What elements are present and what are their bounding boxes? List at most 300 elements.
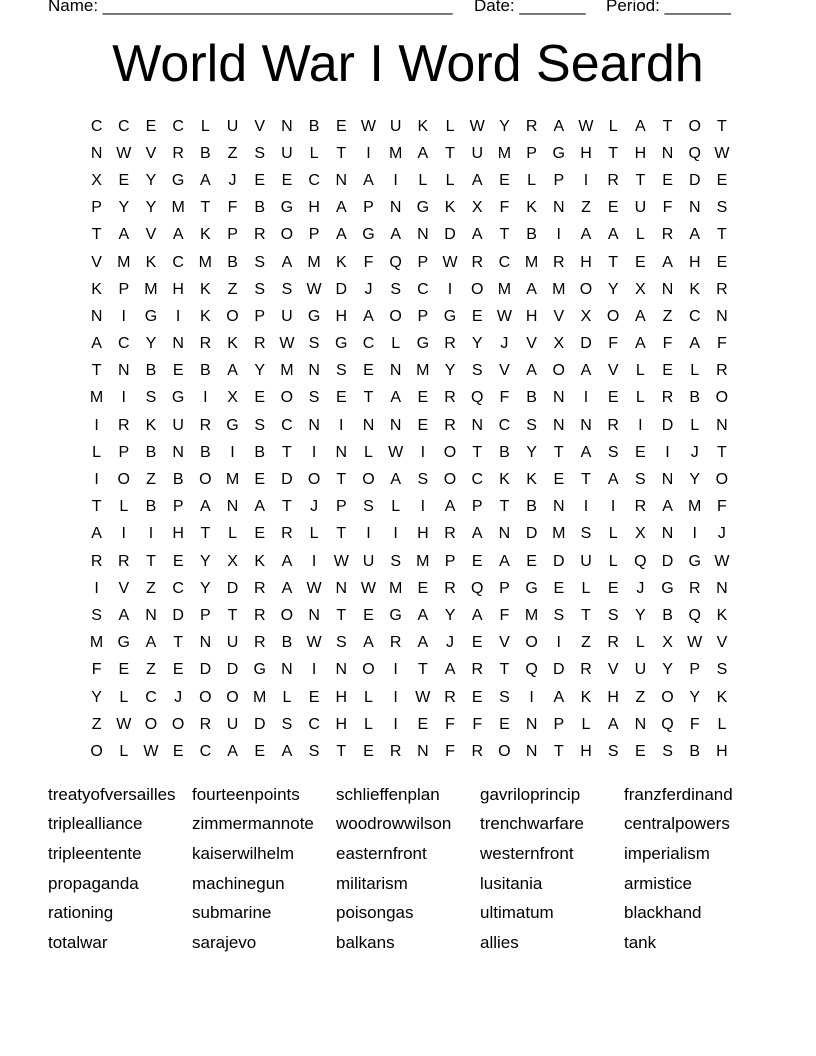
grid-letter[interactable]: R — [471, 253, 483, 271]
grid-letter[interactable]: I — [447, 280, 453, 298]
grid-letter[interactable]: A — [471, 606, 483, 624]
grid-letter[interactable]: E — [417, 579, 429, 597]
grid-letter[interactable]: S — [580, 525, 592, 543]
grid-letter[interactable]: N — [226, 498, 239, 516]
grid-letter[interactable]: I — [121, 525, 126, 543]
grid-letter[interactable]: A — [118, 226, 130, 244]
grid-letter[interactable]: E — [254, 525, 266, 543]
grid-letter[interactable]: X — [553, 335, 565, 353]
grid-letter[interactable]: L — [391, 335, 401, 353]
grid-letter[interactable]: L — [690, 416, 700, 434]
grid-letter[interactable]: M — [280, 362, 294, 380]
grid-letter[interactable]: N — [172, 335, 184, 353]
grid-letter[interactable]: G — [144, 307, 158, 325]
grid-letter[interactable]: L — [282, 688, 292, 706]
grid-letter[interactable]: V — [607, 661, 619, 679]
grid-letter[interactable]: L — [608, 117, 618, 135]
grid-letter[interactable]: T — [608, 144, 619, 162]
grid-letter[interactable]: P — [499, 579, 510, 597]
grid-letter[interactable]: Z — [662, 307, 673, 325]
grid-letter[interactable]: D — [661, 552, 674, 570]
grid-letter[interactable]: L — [635, 226, 645, 244]
grid-letter[interactable]: X — [662, 634, 673, 652]
grid-letter[interactable]: H — [417, 525, 429, 543]
grid-letter[interactable]: K — [580, 688, 592, 706]
grid-letter[interactable]: O — [552, 362, 565, 380]
date-field[interactable]: Date: _______ — [474, 0, 586, 15]
grid-letter[interactable]: O — [688, 117, 701, 135]
grid-letter[interactable]: V — [607, 362, 619, 380]
grid-letter[interactable]: D — [253, 715, 266, 733]
grid-letter[interactable]: Y — [200, 579, 211, 597]
grid-letter[interactable]: N — [661, 144, 674, 162]
grid-letter[interactable]: P — [118, 443, 130, 461]
grid-letter[interactable]: R — [634, 498, 647, 516]
grid-letter[interactable]: M — [307, 253, 321, 271]
grid-letter[interactable]: I — [393, 688, 398, 706]
grid-letter[interactable]: U — [634, 199, 647, 217]
grid-letter[interactable]: N — [281, 117, 293, 135]
grid-letter[interactable]: E — [526, 552, 537, 570]
grid-letter[interactable]: K — [526, 199, 537, 217]
grid-letter[interactable]: V — [716, 634, 728, 652]
grid-letter[interactable]: M — [253, 688, 267, 706]
grid-letter[interactable]: F — [445, 742, 455, 760]
grid-letter[interactable]: I — [121, 389, 126, 407]
grid-letter[interactable]: A — [254, 498, 266, 516]
grid-letter[interactable]: C — [172, 253, 184, 271]
grid-letter[interactable]: F — [472, 715, 483, 733]
grid-letter[interactable]: C — [281, 416, 293, 434]
grid-letter[interactable]: D — [172, 606, 184, 624]
grid-letter[interactable]: L — [581, 579, 591, 597]
grid-letter[interactable]: O — [362, 661, 375, 679]
grid-letter[interactable]: I — [610, 498, 616, 516]
grid-letter[interactable]: I — [393, 661, 398, 679]
grid-letter[interactable]: B — [689, 742, 701, 760]
grid-letter[interactable]: I — [203, 389, 208, 407]
grid-letter[interactable]: R — [661, 226, 674, 244]
grid-letter[interactable]: E — [662, 171, 673, 189]
grid-letter[interactable]: P — [200, 606, 211, 624]
grid-letter[interactable]: O — [715, 389, 729, 407]
grid-letter[interactable]: T — [499, 498, 510, 516]
grid-letter[interactable]: R — [199, 335, 212, 353]
grid-letter[interactable]: L — [391, 498, 401, 516]
grid-letter[interactable]: S — [471, 362, 483, 380]
grid-letter[interactable]: G — [416, 335, 430, 353]
grid-letter[interactable]: B — [254, 199, 266, 217]
grid-letter[interactable]: O — [362, 471, 375, 489]
grid-letter[interactable]: R — [580, 661, 592, 679]
grid-letter[interactable]: N — [199, 634, 212, 652]
grid-letter[interactable]: E — [172, 661, 184, 679]
grid-letter[interactable]: H — [634, 144, 647, 162]
grid-letter[interactable]: O — [226, 688, 239, 706]
grid-letter[interactable]: V — [91, 253, 102, 271]
grid-letter[interactable]: A — [363, 307, 374, 325]
grid-letter[interactable]: F — [662, 335, 673, 353]
grid-letter[interactable]: R — [607, 634, 619, 652]
grid-letter[interactable]: A — [607, 226, 619, 244]
grid-letter[interactable]: C — [471, 471, 483, 489]
grid-letter[interactable]: S — [607, 606, 619, 624]
grid-letter[interactable]: P — [526, 144, 537, 162]
grid-letter[interactable]: T — [717, 226, 727, 244]
grid-letter[interactable]: S — [254, 144, 266, 162]
grid-letter[interactable]: X — [227, 552, 238, 570]
grid-letter[interactable]: I — [94, 471, 99, 489]
grid-letter[interactable]: B — [254, 443, 266, 461]
grid-letter[interactable]: N — [580, 416, 592, 434]
grid-letter[interactable]: Y — [689, 471, 701, 489]
grid-letter[interactable]: N — [553, 199, 565, 217]
grid-letter[interactable]: Z — [635, 688, 646, 706]
grid-letter[interactable]: N — [661, 471, 674, 489]
grid-letter[interactable]: E — [172, 742, 184, 760]
grid-letter[interactable]: N — [389, 416, 402, 434]
grid-letter[interactable]: A — [145, 634, 157, 652]
grid-letter[interactable]: L — [364, 688, 373, 706]
grid-letter[interactable]: B — [281, 634, 293, 652]
grid-letter[interactable]: S — [417, 471, 429, 489]
grid-letter[interactable]: W — [306, 579, 322, 597]
grid-letter[interactable]: I — [393, 171, 398, 189]
grid-letter[interactable]: N — [335, 661, 348, 679]
grid-letter[interactable]: N — [553, 416, 565, 434]
grid-letter[interactable]: E — [363, 606, 374, 624]
grid-letter[interactable]: I — [393, 525, 398, 543]
grid-letter[interactable]: T — [445, 144, 455, 162]
grid-letter[interactable]: N — [553, 389, 565, 407]
grid-letter[interactable]: A — [118, 606, 130, 624]
grid-letter[interactable]: S — [281, 280, 293, 298]
grid-letter[interactable]: T — [499, 226, 510, 244]
grid-letter[interactable]: D — [199, 661, 212, 679]
grid-letter[interactable]: C — [199, 742, 212, 760]
grid-letter[interactable]: L — [119, 498, 129, 516]
grid-letter[interactable]: J — [364, 280, 373, 298]
grid-letter[interactable]: Q — [470, 579, 484, 597]
grid-letter[interactable]: E — [471, 634, 483, 652]
grid-letter[interactable]: T — [581, 471, 591, 489]
grid-letter[interactable]: A — [635, 335, 646, 353]
grid-letter[interactable]: S — [716, 661, 728, 679]
grid-letter[interactable]: T — [717, 117, 727, 135]
grid-letter[interactable]: G — [171, 389, 185, 407]
grid-letter[interactable]: F — [717, 335, 727, 353]
grid-letter[interactable]: P — [444, 552, 456, 570]
grid-letter[interactable]: E — [635, 253, 646, 271]
grid-letter[interactable]: N — [90, 144, 103, 162]
grid-letter[interactable]: F — [227, 199, 238, 217]
grid-letter[interactable]: F — [445, 715, 455, 733]
grid-letter[interactable]: B — [499, 443, 510, 461]
grid-letter[interactable]: F — [499, 389, 510, 407]
grid-letter[interactable]: A — [471, 525, 483, 543]
grid-letter[interactable]: K — [145, 253, 157, 271]
grid-letter[interactable]: K — [200, 307, 211, 325]
grid-letter[interactable]: T — [336, 742, 347, 760]
grid-letter[interactable]: W — [714, 552, 730, 570]
grid-letter[interactable]: O — [443, 443, 457, 461]
grid-letter[interactable]: R — [253, 335, 266, 353]
grid-letter[interactable]: F — [363, 253, 374, 271]
grid-letter[interactable]: A — [689, 335, 701, 353]
grid-letter[interactable]: I — [121, 307, 126, 325]
grid-letter[interactable]: J — [228, 171, 237, 189]
grid-letter[interactable]: A — [607, 471, 619, 489]
grid-letter[interactable]: E — [118, 661, 130, 679]
grid-letter[interactable]: I — [420, 443, 426, 461]
grid-letter[interactable]: O — [280, 226, 294, 244]
grid-letter[interactable]: S — [308, 335, 320, 353]
grid-letter[interactable]: P — [335, 498, 347, 516]
grid-letter[interactable]: L — [418, 171, 428, 189]
grid-letter[interactable]: C — [172, 579, 184, 597]
grid-letter[interactable]: M — [524, 606, 539, 624]
grid-letter[interactable]: N — [335, 443, 348, 461]
grid-letter[interactable]: S — [607, 742, 619, 760]
grid-letter[interactable]: A — [526, 280, 537, 298]
grid-letter[interactable]: S — [91, 606, 102, 624]
grid-letter[interactable]: M — [688, 498, 702, 516]
grid-letter[interactable]: Y — [662, 661, 673, 679]
grid-letter[interactable]: O — [199, 688, 212, 706]
grid-letter[interactable]: G — [416, 199, 430, 217]
grid-letter[interactable]: C — [308, 715, 320, 733]
grid-letter[interactable]: Z — [581, 199, 591, 217]
grid-letter[interactable]: S — [526, 416, 537, 434]
grid-letter[interactable]: E — [635, 443, 646, 461]
grid-letter[interactable]: A — [444, 498, 456, 516]
grid-letter[interactable]: C — [362, 335, 375, 353]
grid-letter[interactable]: O — [606, 307, 620, 325]
grid-letter[interactable]: Y — [145, 199, 157, 217]
grid-letter[interactable]: Y — [499, 117, 510, 135]
grid-letter[interactable]: E — [172, 552, 184, 570]
grid-letter[interactable]: A — [471, 171, 483, 189]
grid-letter[interactable]: O — [661, 688, 674, 706]
grid-letter[interactable]: H — [607, 688, 619, 706]
grid-letter[interactable]: I — [94, 579, 99, 597]
grid-letter[interactable]: A — [200, 171, 211, 189]
grid-letter[interactable]: T — [173, 634, 184, 652]
grid-letter[interactable]: S — [662, 742, 673, 760]
grid-letter[interactable]: M — [497, 144, 512, 162]
grid-letter[interactable]: O — [443, 471, 457, 489]
grid-letter[interactable]: O — [280, 606, 294, 624]
grid-letter[interactable]: R — [525, 117, 538, 135]
grid-letter[interactable]: R — [607, 171, 619, 189]
grid-letter[interactable]: T — [581, 606, 591, 624]
grid-letter[interactable]: U — [281, 144, 293, 162]
grid-letter[interactable]: E — [635, 742, 646, 760]
grid-letter[interactable]: B — [227, 253, 238, 271]
grid-letter[interactable]: Y — [526, 443, 537, 461]
grid-letter[interactable]: R — [118, 552, 130, 570]
grid-letter[interactable]: F — [608, 335, 619, 353]
grid-letter[interactable]: N — [389, 362, 402, 380]
grid-letter[interactable]: E — [471, 552, 483, 570]
grid-letter[interactable]: L — [228, 525, 237, 543]
grid-letter[interactable]: X — [580, 307, 592, 325]
grid-letter[interactable]: E — [607, 199, 619, 217]
grid-letter[interactable]: V — [145, 226, 157, 244]
grid-letter[interactable]: K — [417, 117, 429, 135]
grid-letter[interactable]: M — [89, 634, 104, 652]
grid-letter[interactable]: T — [91, 362, 102, 380]
grid-letter[interactable]: A — [281, 742, 293, 760]
grid-letter[interactable]: V — [499, 634, 510, 652]
grid-letter[interactable]: K — [145, 416, 157, 434]
grid-letter[interactable]: R — [281, 525, 293, 543]
grid-letter[interactable]: D — [444, 226, 456, 244]
grid-letter[interactable]: R — [444, 579, 456, 597]
grid-letter[interactable]: K — [335, 253, 347, 271]
grid-letter[interactable]: T — [227, 606, 238, 624]
grid-letter[interactable]: R — [199, 416, 212, 434]
grid-letter[interactable]: G — [552, 144, 565, 162]
grid-letter[interactable]: P — [227, 226, 238, 244]
grid-letter[interactable]: T — [717, 443, 727, 461]
grid-letter[interactable]: J — [717, 525, 726, 543]
grid-letter[interactable]: F — [689, 715, 700, 733]
grid-letter[interactable]: E — [716, 171, 728, 189]
grid-letter[interactable]: R — [688, 579, 701, 597]
grid-letter[interactable]: K — [444, 199, 456, 217]
grid-letter[interactable]: H — [525, 307, 538, 325]
grid-letter[interactable]: J — [446, 634, 455, 652]
grid-letter[interactable]: S — [363, 498, 374, 516]
grid-letter[interactable]: M — [171, 199, 185, 217]
grid-letter[interactable]: W — [388, 443, 404, 461]
grid-letter[interactable]: A — [635, 307, 646, 325]
grid-letter[interactable]: C — [90, 117, 103, 135]
grid-letter[interactable]: T — [553, 443, 564, 461]
grid-letter[interactable]: E — [363, 362, 374, 380]
grid-letter[interactable]: N — [389, 199, 402, 217]
grid-letter[interactable]: Q — [470, 389, 484, 407]
grid-letter[interactable]: Q — [688, 606, 701, 624]
grid-letter[interactable]: O — [470, 280, 484, 298]
grid-letter[interactable]: K — [689, 280, 701, 298]
grid-letter[interactable]: P — [689, 661, 701, 679]
grid-letter[interactable]: R — [444, 688, 456, 706]
grid-letter[interactable]: B — [689, 389, 701, 407]
grid-letter[interactable]: E — [254, 471, 266, 489]
grid-letter[interactable]: R — [553, 253, 565, 271]
grid-letter[interactable]: I — [311, 443, 317, 461]
grid-letter[interactable]: A — [91, 335, 102, 353]
grid-letter[interactable]: A — [91, 525, 102, 543]
grid-letter[interactable]: K — [716, 688, 728, 706]
grid-letter[interactable]: P — [172, 498, 184, 516]
grid-letter[interactable]: I — [311, 552, 317, 570]
grid-letter[interactable]: A — [335, 199, 347, 217]
grid-letter[interactable]: P — [417, 253, 429, 271]
grid-letter[interactable]: D — [688, 171, 701, 189]
grid-letter[interactable]: G — [443, 307, 457, 325]
grid-letter[interactable]: E — [145, 117, 157, 135]
grid-letter[interactable]: N — [417, 742, 429, 760]
grid-letter[interactable]: I — [420, 498, 426, 516]
grid-letter[interactable]: Z — [581, 634, 591, 652]
grid-letter[interactable]: F — [499, 606, 510, 624]
grid-letter[interactable]: M — [225, 471, 240, 489]
grid-letter[interactable]: A — [363, 171, 374, 189]
period-field[interactable]: Period: _______ — [606, 0, 731, 15]
grid-letter[interactable]: W — [360, 117, 377, 135]
grid-letter[interactable]: N — [118, 362, 130, 380]
grid-letter[interactable]: T — [472, 443, 483, 461]
grid-letter[interactable]: W — [496, 307, 512, 325]
grid-letter[interactable]: E — [607, 579, 619, 597]
grid-letter[interactable]: S — [499, 688, 510, 706]
grid-letter[interactable]: D — [661, 416, 674, 434]
grid-letter[interactable]: S — [254, 280, 266, 298]
grid-letter[interactable]: T — [553, 742, 564, 760]
grid-letter[interactable]: W — [116, 144, 132, 162]
grid-letter[interactable]: O — [144, 715, 158, 733]
grid-letter[interactable]: C — [688, 307, 701, 325]
grid-letter[interactable]: Y — [607, 280, 619, 298]
grid-letter[interactable]: I — [638, 416, 643, 434]
grid-letter[interactable]: A — [227, 362, 238, 380]
grid-letter[interactable]: O — [307, 471, 321, 489]
grid-letter[interactable]: X — [227, 389, 238, 407]
grid-letter[interactable]: T — [200, 199, 211, 217]
grid-letter[interactable]: L — [635, 634, 645, 652]
grid-letter[interactable]: J — [174, 688, 183, 706]
grid-letter[interactable]: D — [553, 661, 565, 679]
grid-letter[interactable]: S — [254, 253, 266, 271]
grid-letter[interactable]: N — [335, 579, 348, 597]
grid-letter[interactable]: P — [417, 307, 429, 325]
grid-letter[interactable]: W — [687, 634, 703, 652]
grid-letter[interactable]: F — [717, 498, 727, 516]
grid-letter[interactable]: V — [499, 362, 510, 380]
grid-letter[interactable]: Z — [146, 661, 156, 679]
grid-letter[interactable]: M — [552, 525, 566, 543]
grid-letter[interactable]: M — [497, 280, 512, 298]
grid-letter[interactable]: E — [254, 389, 266, 407]
grid-letter[interactable]: R — [716, 280, 728, 298]
grid-letter[interactable]: G — [226, 416, 239, 434]
grid-letter[interactable]: B — [145, 443, 157, 461]
grid-letter[interactable]: W — [306, 634, 322, 652]
grid-letter[interactable]: W — [714, 144, 730, 162]
grid-letter[interactable]: E — [499, 715, 510, 733]
grid-letter[interactable]: T — [608, 253, 619, 271]
grid-letter[interactable]: K — [200, 226, 211, 244]
grid-letter[interactable]: A — [444, 661, 456, 679]
grid-letter[interactable]: L — [581, 715, 591, 733]
grid-letter[interactable]: H — [580, 144, 592, 162]
grid-letter[interactable]: R — [444, 525, 456, 543]
grid-letter[interactable]: P — [553, 171, 565, 189]
grid-letter[interactable]: L — [200, 117, 210, 135]
grid-letter[interactable]: R — [471, 661, 483, 679]
grid-letter[interactable]: B — [172, 471, 184, 489]
grid-letter[interactable]: W — [469, 117, 485, 135]
grid-letter[interactable]: O — [715, 471, 729, 489]
grid-letter[interactable]: W — [415, 688, 431, 706]
grid-letter[interactable]: A — [390, 471, 401, 489]
grid-letter[interactable]: G — [280, 199, 294, 217]
grid-letter[interactable]: E — [417, 389, 429, 407]
grid-letter[interactable]: A — [607, 715, 619, 733]
